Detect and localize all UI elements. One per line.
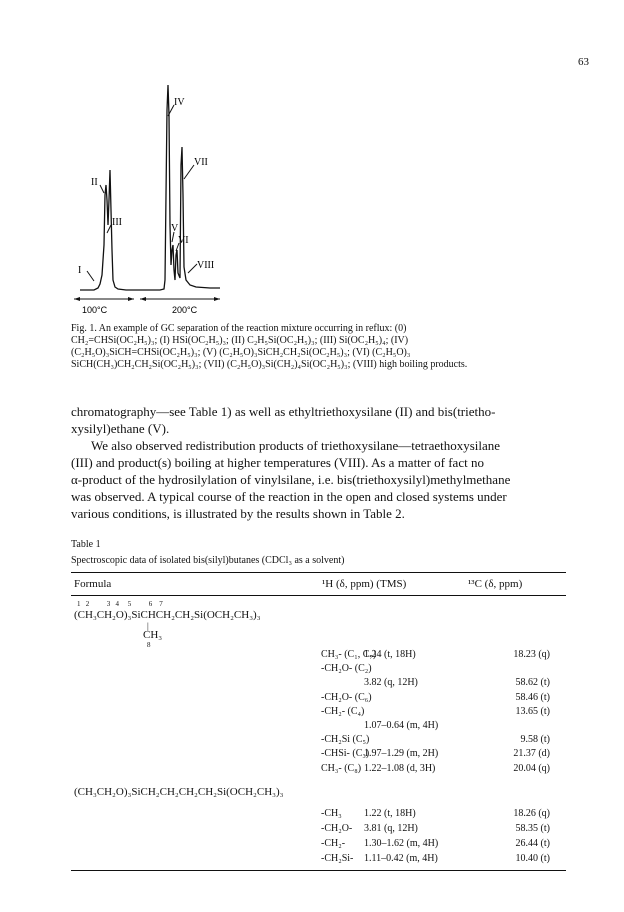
row-group: -CH₂Si (C₅) — [321, 734, 370, 746]
caption-line: CH₂=CHSi(OC₂H₅)₃; (I) HSi(OC₂H₅)₃; (II) C₂H₅Si(OC₂H₅)₃; (III) Si(OC₂H₅)₄; (IV) — [71, 335, 409, 346]
row-1h: 1.22 (t, 18H) — [364, 808, 416, 819]
body-line: (III) and product(s) boiling at higher temperatures (VIII). As a matter of fact no — [71, 455, 484, 470]
row-13c: 18.26 (q) — [513, 808, 550, 819]
table-header-rule — [71, 595, 566, 596]
row-13c: 20.04 (q) — [513, 762, 550, 774]
row-13c: 58.62 (t) — [515, 677, 550, 689]
row-13c: 26.44 (t) — [515, 838, 550, 849]
compound1-formula: (CH₃CH₂O)₃SiCHCH₂CH₂Si(OCH₂CH₃)₃ — [74, 609, 261, 621]
peak-label-III: III — [112, 217, 122, 228]
peak-label-VI: VI — [178, 235, 189, 246]
table-bottom-rule — [71, 870, 566, 871]
figure-caption — [71, 323, 565, 371]
row-group: -CH₂O- — [321, 823, 353, 834]
row-13c: 18.23 (q) — [513, 649, 550, 660]
row-1h: 1.07–0.64 (m, 4H) — [364, 720, 439, 731]
row-13c: 58.46 (t) — [515, 691, 550, 703]
row-group: CH₃- (C₈) — [321, 762, 362, 774]
table-top-rule — [71, 572, 566, 573]
body-paragraphs — [71, 403, 566, 522]
header-formula: Formula — [74, 578, 112, 590]
body-line: chromatography—see Table 1) as well as ethyltriethoxysilane (II) and bis(trietho- — [71, 404, 496, 419]
peak-label-I: I — [78, 265, 82, 276]
peak-label-V: V — [171, 223, 179, 234]
row-13c: 58.35 (t) — [515, 823, 550, 834]
peak-label-VIII: VIII — [197, 260, 215, 271]
row-13c: 9.58 (t) — [520, 734, 550, 746]
row-group: CH₃- (C₁, C₇) — [321, 649, 377, 660]
table-label: Table 1 — [71, 539, 101, 550]
row-1h: 1.22–1.08 (d, 3H) — [364, 762, 436, 774]
carbon-numbering: 1 2 3 4 5 6 7 — [77, 600, 163, 608]
body-line: various conditions, is illustrated by the results shown in Table 2. — [71, 506, 405, 521]
body-line: was observed. A typical course of the reaction in the open and closed systems under — [71, 489, 507, 504]
body-line: xysilyl)ethane (V). — [71, 421, 170, 436]
row-1h: 1.24 (t, 18H) — [364, 649, 416, 660]
row-1h: 1.97–1.29 (m, 2H) — [364, 748, 439, 760]
row-1h: 1.30–1.62 (m, 4H) — [364, 838, 439, 849]
row-group: -CH₂O- (C₆) — [321, 691, 372, 703]
header-1h: ¹H (δ, ppm) (TMS) — [322, 578, 407, 590]
axis-label-200: 200°C — [172, 305, 198, 315]
body-line: α-product of the hydrosilylation of vinylsilane, i.e. bis(triethoxysilyl)methylmethane — [71, 472, 511, 487]
header-13c: ¹³C (δ, ppm) — [468, 578, 523, 590]
peak-label-II: II — [91, 177, 98, 188]
row-group: -CH₂O- (C₂) — [321, 663, 372, 675]
caption-line: (C₂H₅O)₃SiCH=CHSi(OC₂H₅)₃; (V) (C₂H₅O)₃SiCH₂CH₂Si(OC₂H₅)₃; (VI) (C₂H₅O)₃ — [71, 347, 411, 358]
caption-line: Fig. 1. An example of GC separation of the reaction mixture occurring in reflux: (0) — [71, 323, 407, 334]
table-title: Spectroscopic data of isolated bis(silyl)butanes (CDCl₃ as a solvent) — [71, 555, 345, 566]
row-13c: 21.37 (d) — [513, 748, 550, 760]
row-13c: 13.65 (t) — [515, 705, 550, 717]
row-group: -CH₂Si- — [321, 853, 354, 864]
caption-line: SiCH(CH₃)CH₂CH₂Si(OC₂H₅)₃; (VII) (C₂H₅O)₃Si(CH₂)₄Si(OC₂H₅)₃; (VIII) high boiling products. — [71, 359, 468, 370]
row-1h: 3.81 (q, 12H) — [364, 823, 418, 834]
row-13c: 10.40 (t) — [515, 853, 550, 864]
compound1-branch-bar: | — [147, 621, 149, 631]
compound2-formula: (CH₃CH₂O)₃SiCH₂CH₂CH₂CH₂Si(OCH₂CH₃)₃ — [74, 786, 284, 798]
row-1h: 1.11–0.42 (m, 4H) — [364, 853, 438, 864]
row-group: -CHSi- (C₃) — [321, 748, 370, 760]
body-line: We also observed redistribution products of triethoxysilane—tetraethoxysilane — [91, 438, 501, 453]
compound1-branch: CH₃ — [143, 629, 163, 641]
row-1h: 3.82 (q, 12H) — [364, 677, 418, 689]
gc-chromatogram — [60, 75, 240, 320]
axis-label-100: 100°C — [82, 305, 108, 315]
peak-label-IV: IV — [174, 97, 185, 108]
page-number: 63 — [578, 56, 589, 68]
compound1-branch-num: 8 — [147, 641, 151, 649]
row-group: -CH₃ — [321, 808, 342, 819]
row-group: -CH₂- — [321, 838, 346, 849]
peak-label-VII: VII — [194, 157, 208, 168]
row-group: -CH₂- (C₄) — [321, 705, 365, 717]
